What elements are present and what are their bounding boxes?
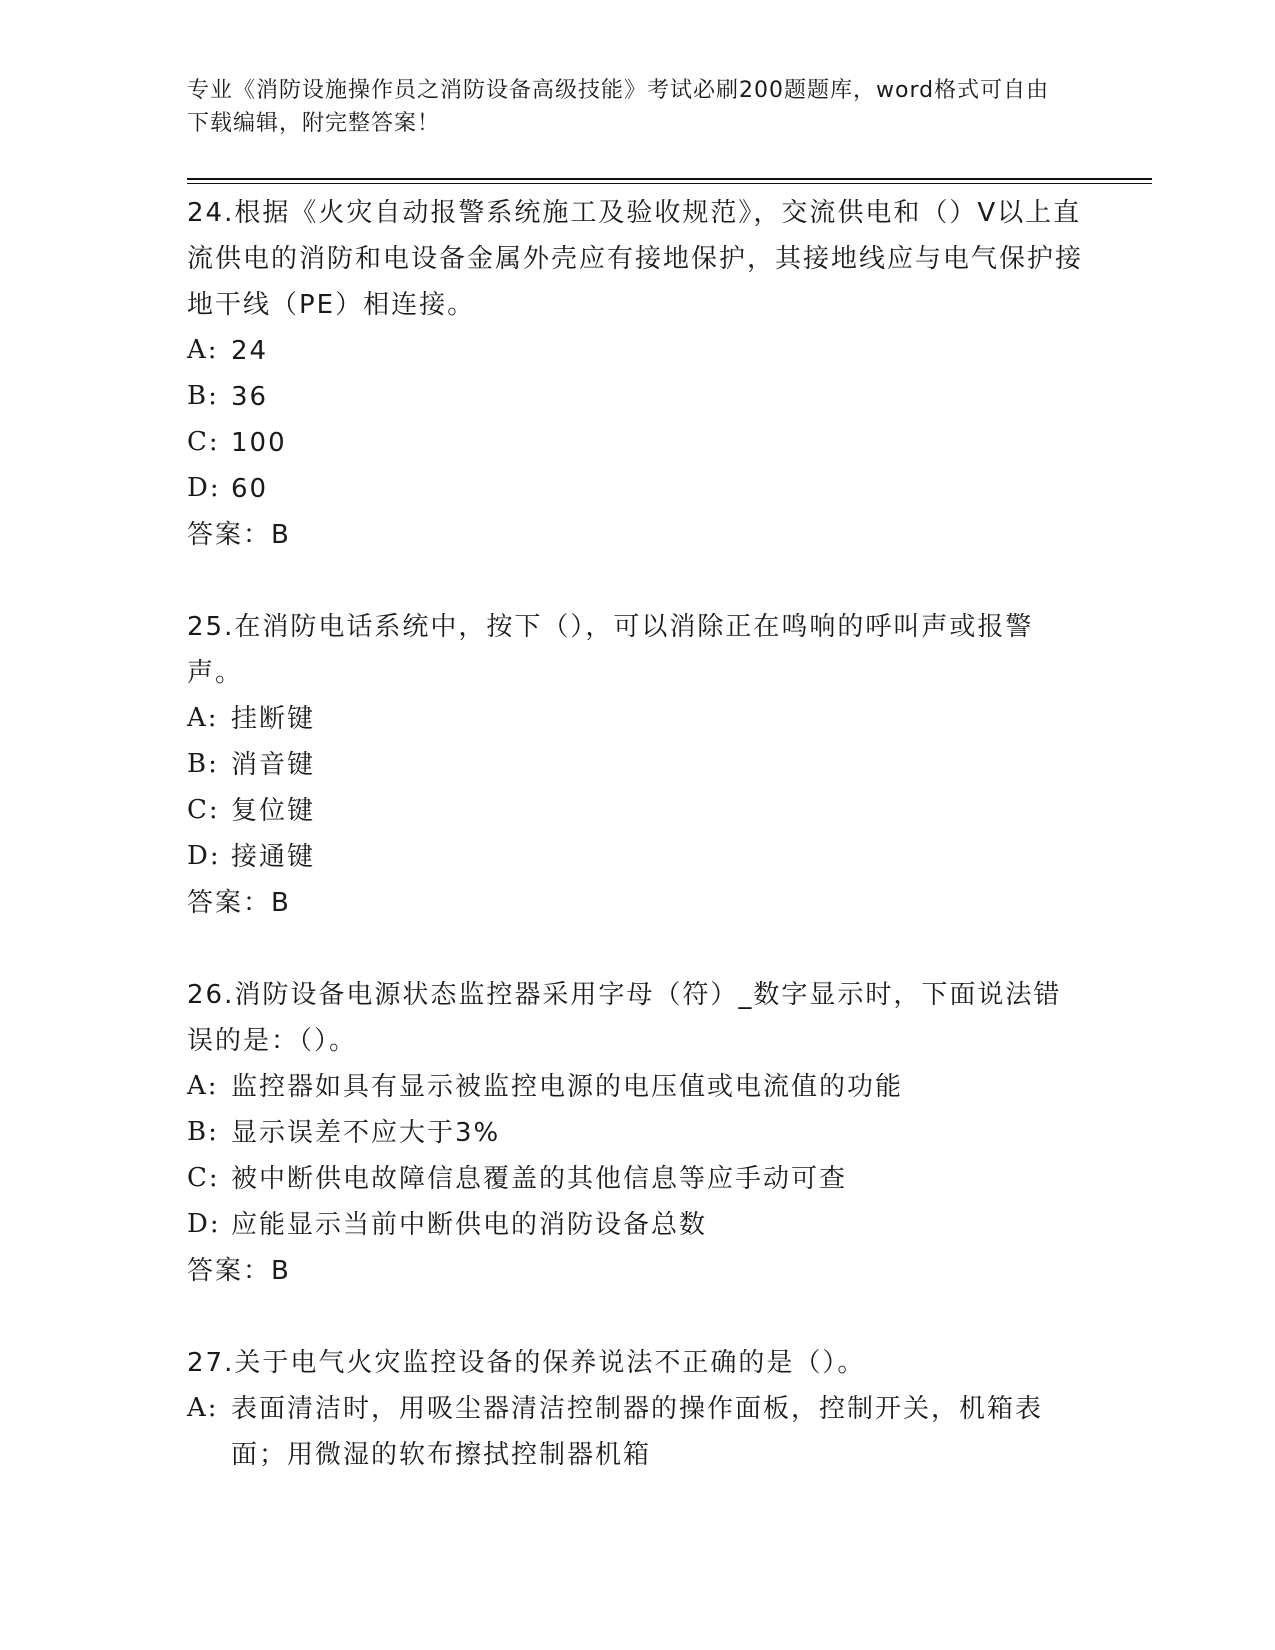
question-stem: 26.消防设备电源状态监控器采用字母（符）_数字显示时，下面说法错误的是：（）。 [187,980,1062,1056]
answer-line: 答案：B [187,1256,291,1286]
header-rule-thin [187,183,1152,184]
option-text: 显示误差不应大于3% [231,1118,501,1148]
spacer [187,558,1087,604]
question-list [187,190,1087,1478]
question-24 [187,190,1087,558]
option-c [187,420,1087,466]
option-text: 应能显示当前中断供电的消防设备总数 [231,1210,708,1240]
option-text: 表面清洁时，用吸尘器清洁控制器的操作面板，控制开关，机箱表面；用微湿的软布擦拭控制器机箱 [231,1394,1044,1470]
option-c [187,788,1087,834]
option-letter: D: [187,841,221,871]
option-letter: A: [187,1071,219,1101]
question-stem: 25.在消防电话系统中，按下（），可以消除正在鸣响的呼叫声或报警声。 [187,612,1034,688]
option-b [187,742,1087,788]
option-b [187,1110,1087,1156]
option-b [187,374,1087,420]
option-letter: D: [187,1209,221,1239]
option-letter: C: [187,795,220,825]
option-letter: D: [187,473,221,503]
option-a [187,1064,1087,1110]
option-text: 60 [231,474,269,504]
option-c [187,1156,1087,1202]
option-text: 挂断键 [231,704,316,734]
option-letter: A: [187,1393,219,1423]
option-letter: C: [187,1163,220,1193]
option-d [187,466,1087,512]
header-rule-thick [187,178,1152,180]
question-stem: 24.根据《火灾自动报警系统施工及验收规范》，交流供电和（）V以上直流供电的消防和电设备金属外壳应有接地保护，其接地线应与电气保护接地干线（PE）相连接。 [187,198,1084,320]
spacer [187,926,1087,972]
option-text: 36 [231,382,269,412]
question-stem: 27.关于电气火灾监控设备的保养说法不正确的是（）。 [187,1348,866,1378]
option-text: 100 [231,428,287,458]
option-letter: B: [187,1117,219,1147]
spacer [187,1294,1087,1340]
option-letter: B: [187,381,219,411]
option-letter: A: [187,703,219,733]
option-a [187,1386,1087,1478]
option-text: 24 [231,336,269,366]
option-text: 消音键 [231,750,316,780]
option-text: 复位键 [231,796,316,826]
option-d [187,834,1087,880]
answer-line: 答案：B [187,888,291,918]
option-text: 监控器如具有显示被监控电源的电压值或电流值的功能 [231,1072,904,1102]
option-letter: C: [187,427,220,457]
document-header: 专业《消防设施操作员之消防设备高级技能》考试必刷200题题库，word格式可自由下载编辑，附完整答案！ [187,78,1050,136]
option-letter: B: [187,749,219,779]
option-letter: A: [187,335,219,365]
question-27 [187,1340,1087,1478]
option-text: 被中断供电故障信息覆盖的其他信息等应手动可查 [231,1164,848,1194]
option-a [187,696,1087,742]
option-text: 接通键 [231,842,316,872]
answer-line: 答案：B [187,520,291,550]
option-d [187,1202,1087,1248]
option-a [187,328,1087,374]
question-25 [187,604,1087,926]
question-26 [187,972,1087,1294]
